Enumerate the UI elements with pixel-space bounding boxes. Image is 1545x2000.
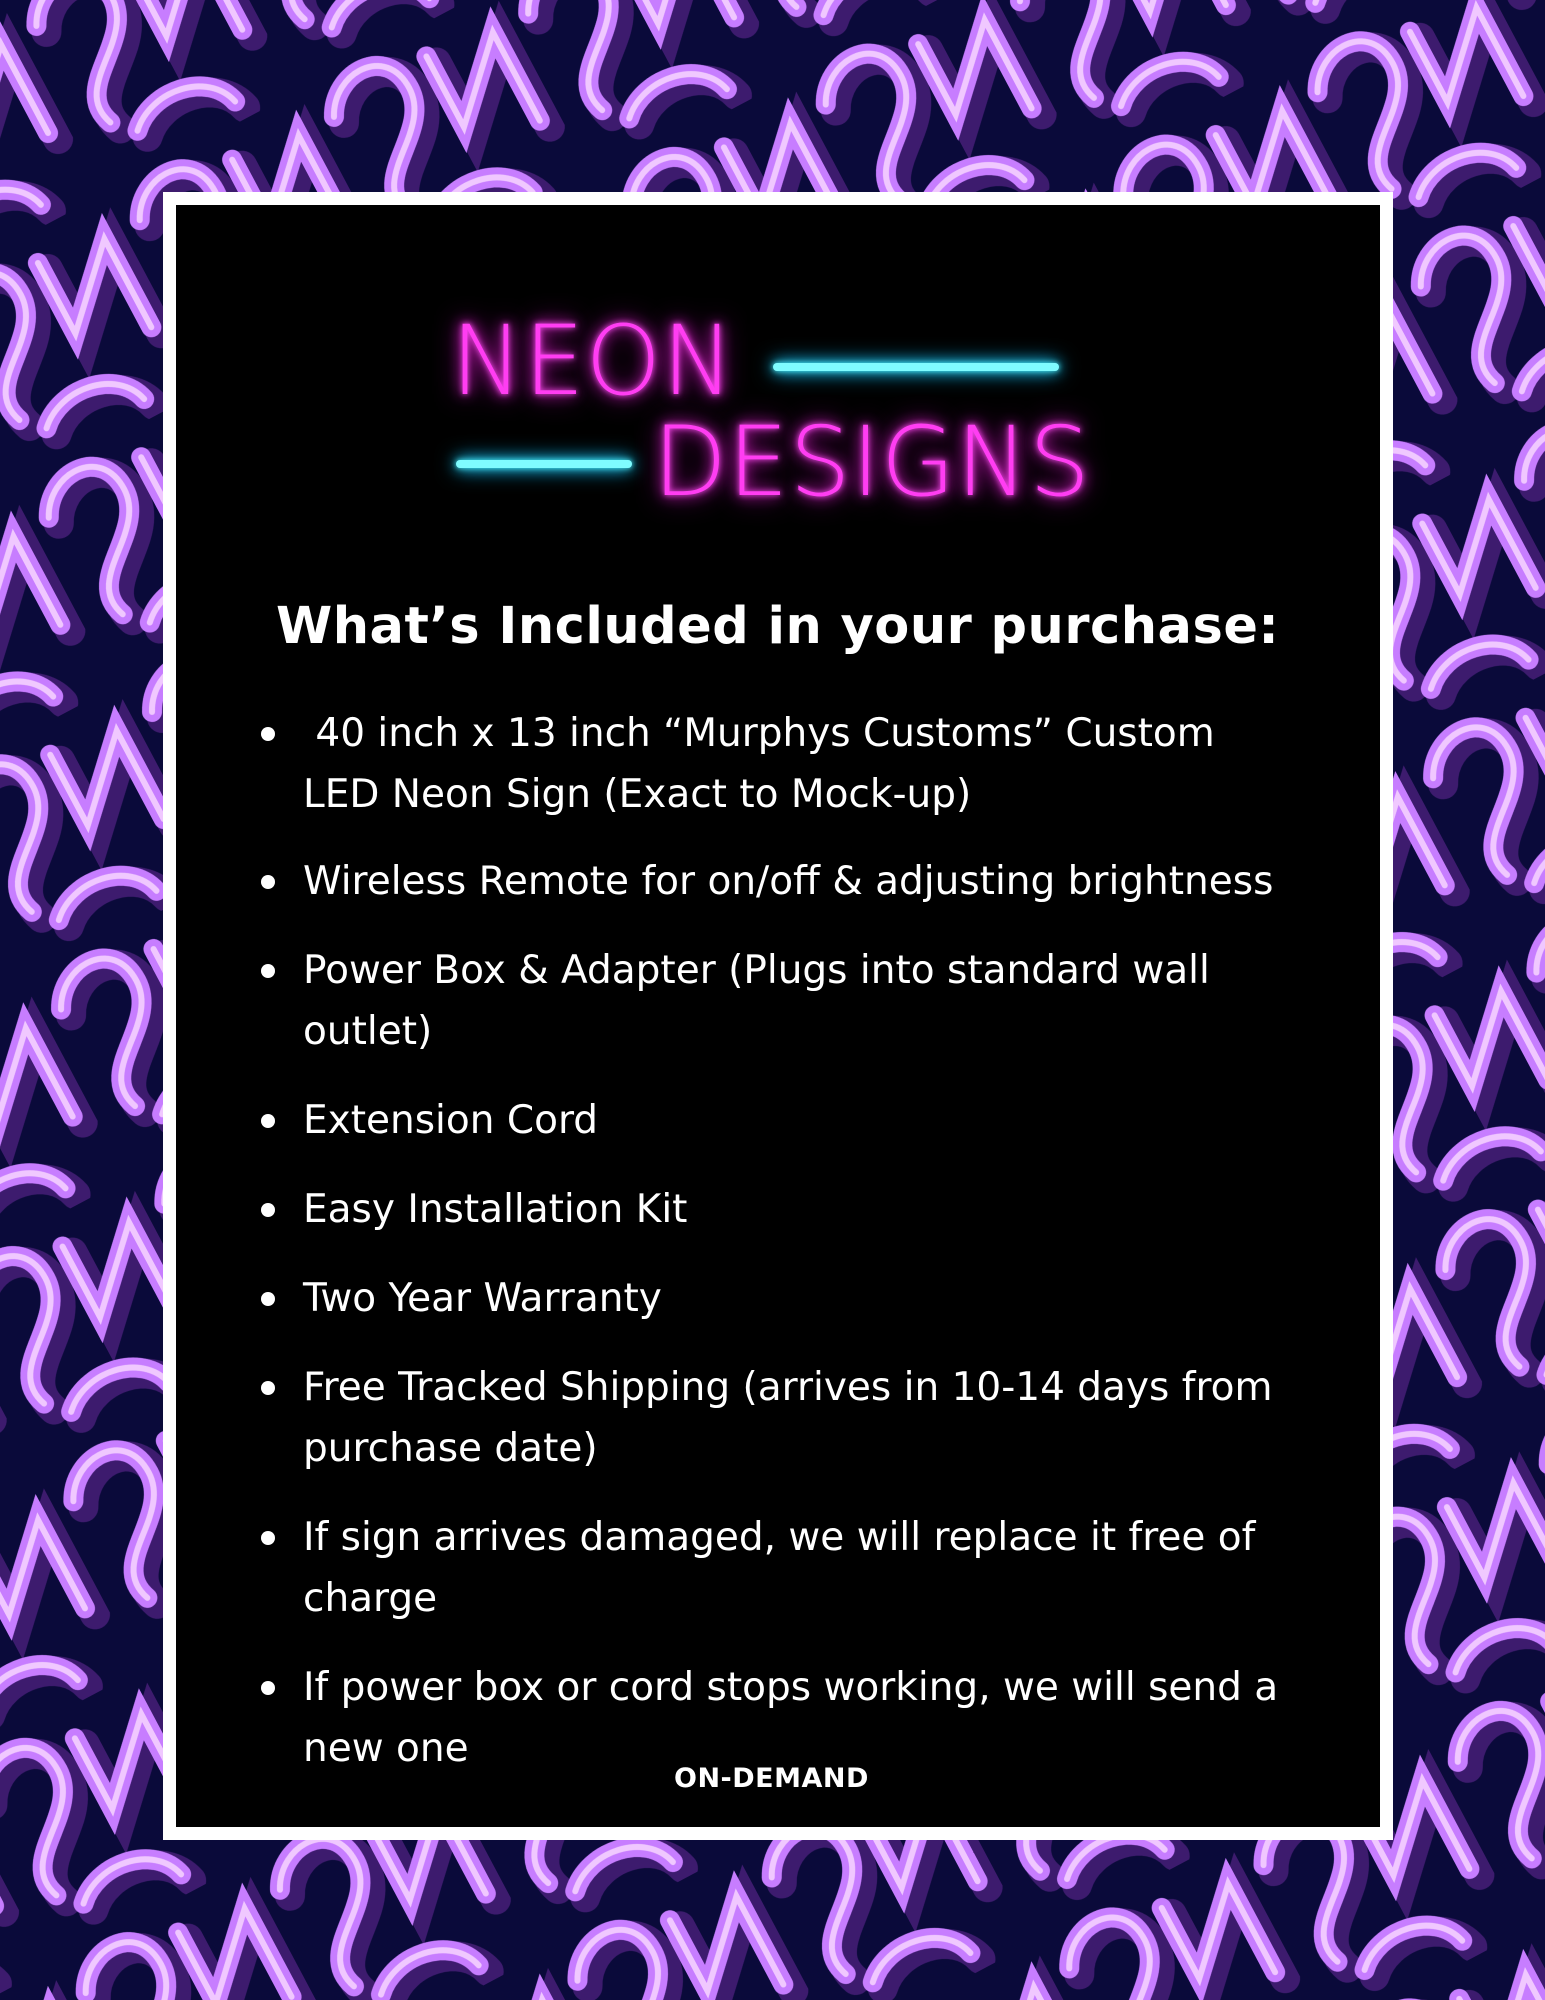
logo-word-neon: NEON: [451, 305, 735, 417]
list-item-line: purchase date): [303, 1426, 598, 1471]
list-item-line: Free Tracked Shipping (arrives in 10-14 days from: [303, 1365, 1273, 1410]
list-item-text: [303, 851, 1363, 912]
list-item-text: [303, 703, 1363, 825]
list-item-line: If power box or cord stops working, we will send a: [303, 1665, 1279, 1710]
on-demand-tag: ON-DEMAND: [674, 1763, 869, 1794]
logo-word-designs: DESIGNS: [653, 406, 1091, 518]
logo-neon-line-top: [773, 363, 1059, 371]
list-item-line: Extension Cord: [303, 1098, 599, 1143]
neon-designs-logo: [176, 205, 1380, 565]
bullet-dot: [261, 1381, 275, 1395]
bullet-dot: [261, 1203, 275, 1217]
list-item-line: new one: [303, 1726, 469, 1771]
bullet-dot: [261, 727, 275, 741]
list-item-text: [303, 1090, 1363, 1151]
bullet-dot: [261, 1292, 275, 1306]
bullet-dot: [261, 964, 275, 978]
list-item-line: Wireless Remote for on/off & adjusting brightness: [303, 859, 1274, 904]
list-item-text: [303, 940, 1363, 1062]
list-item-text: [303, 1357, 1363, 1479]
list-item-line: Power Box & Adapter (Plugs into standard wall: [303, 948, 1210, 993]
list-item-line: Easy Installation Kit: [303, 1187, 688, 1232]
list-item-text: [303, 1507, 1363, 1629]
list-item-line: charge: [303, 1576, 438, 1621]
list-item-line: 40 inch x 13 inch “Murphys Customs” Custom: [303, 711, 1215, 756]
logo-neon-line-bottom: [456, 460, 632, 468]
bullet-dot: [261, 875, 275, 889]
list-item-text: [303, 1179, 1363, 1240]
list-item-line: Two Year Warranty: [303, 1276, 662, 1321]
content-panel: [163, 192, 1393, 1840]
list-item-text: [303, 1657, 1363, 1779]
list-item-line: If sign arrives damaged, we will replace it free of: [303, 1515, 1256, 1560]
bullet-dot: [261, 1531, 275, 1545]
page-heading: What’s Included in your purchase:: [276, 597, 1280, 656]
bullet-dot: [261, 1681, 275, 1695]
list-item-line: outlet): [303, 1009, 433, 1054]
list-item-line: LED Neon Sign (Exact to Mock-up): [303, 772, 972, 817]
list-item-text: [303, 1268, 1363, 1329]
bullet-dot: [261, 1114, 275, 1128]
